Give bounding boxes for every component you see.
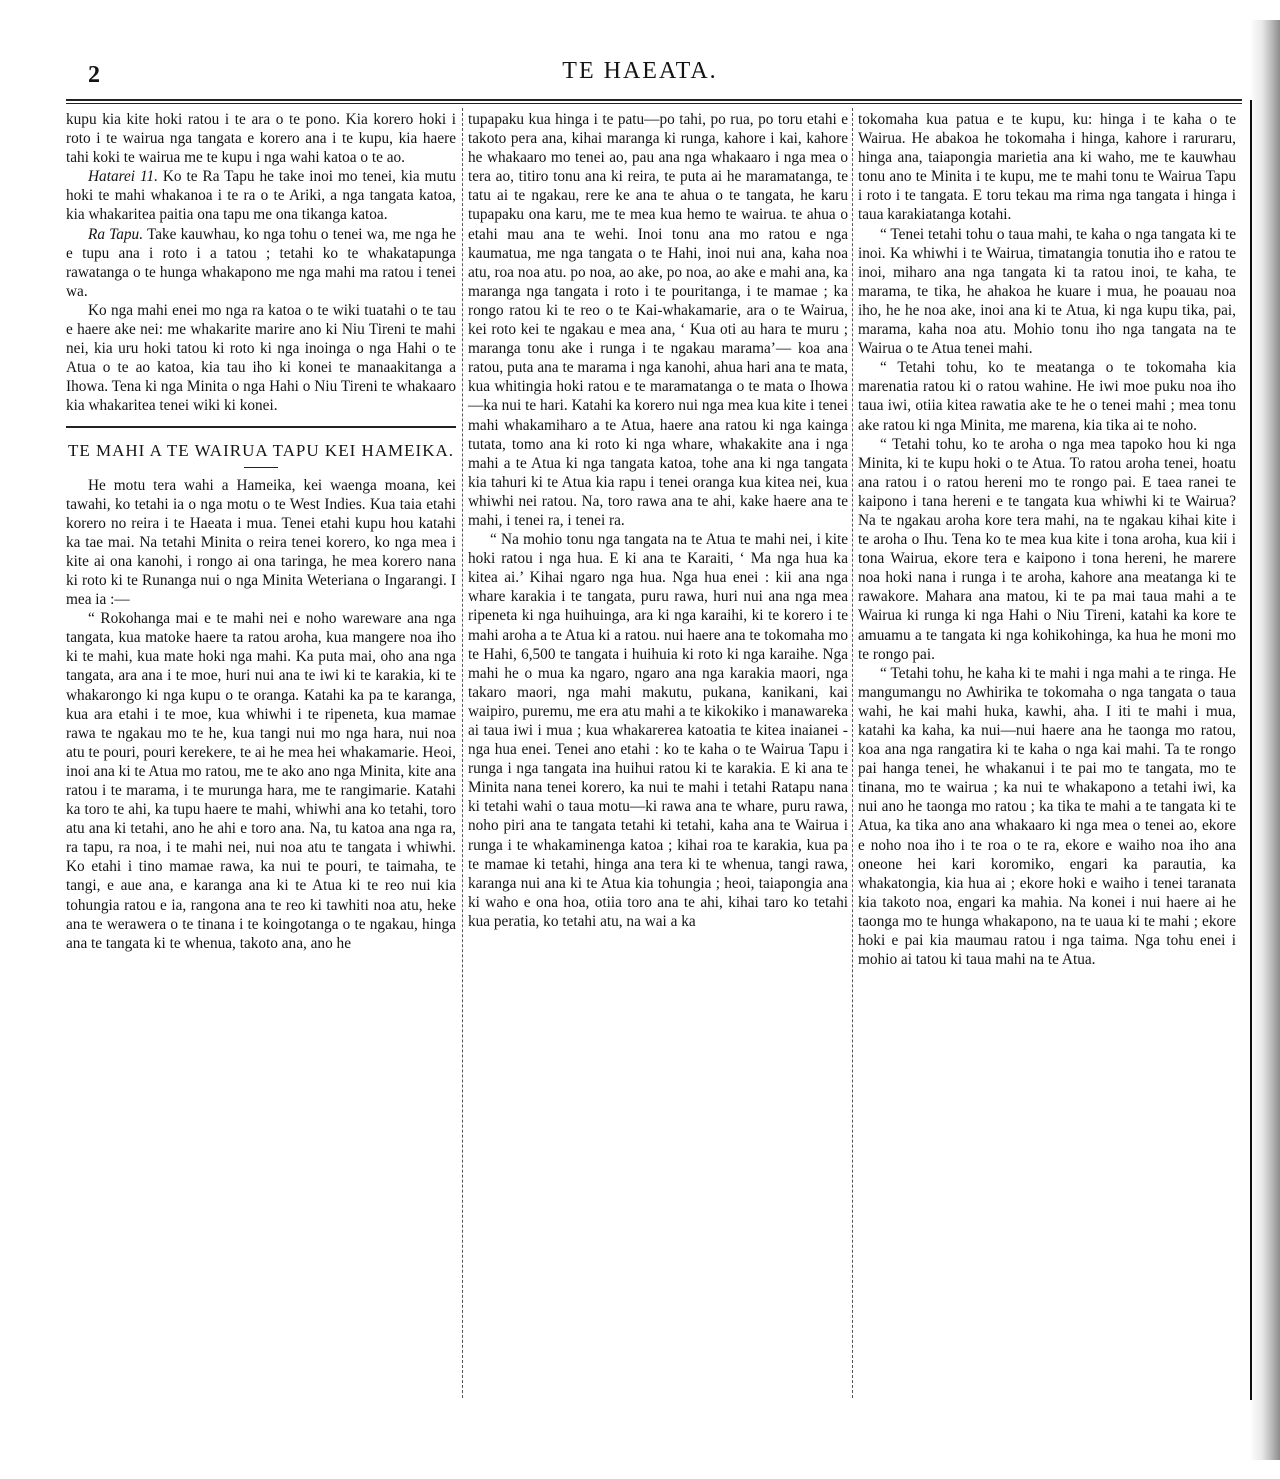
article-title: TE MAHI A TE WAIRUA TAPU KEI HAMEIKA. [67, 440, 455, 460]
right-edge-rule [1250, 100, 1252, 1400]
article-separator [66, 426, 456, 428]
paragraph-text: Take kauwhau, ko nga tohu o tenei wa, me nga he e tupu ana i roto i a tatou ; tetahi ko te whakatapunga rawatanga o te hunga whakapono me nga mahi ma ratou i tenei wa. [66, 225, 456, 300]
paragraph: He motu tera wahi a Hameika, kei waenga moana, kei tawahi, ko tetahi ia o nga motu o te West Indies. Kua taia etahi korero no reira i te Haeata i mua. Tenei etahi kupu hou katahi ka tae mai. Na tetahi Minita o reira tenei korero, ko nga mea i kite ai ona kanohi, i rongo ai ona taringa, he mea korero nana ki roto ki te Runanga nui o nga Minita Weteriana o Ingarangi. I mea ia :— [66, 476, 456, 609]
day-label: Hatarei 11. [88, 168, 158, 186]
column-2 [468, 110, 848, 931]
paragraph [66, 167, 456, 224]
column-divider-2 [852, 108, 853, 1398]
header-rule-thin [66, 103, 1242, 104]
paragraph: “ Tenei tetahi tohu o taua mahi, te kaha o nga tangata ki te inoi. Ka whiwhi i te Wairua, timatangia tonutia iho e ratou te inoi, miharo ana nga tangata ki ta ratou inoi, te kaha, te marama, te tika, he ahakoa he kuare i mua, he poauau noa iho, he he noa ake, inoi ana ki te Atua, ki nga kupu tika, pai, marama, kaha noa atu. Mohio tonu iho nga tangata na te Wairua o te Atua tenei mahi. [858, 225, 1236, 358]
paragraph: “ Na mohio tonu nga tangata na te Atua te mahi nei, i kite hoki ratou i nga hua. E ki ana te Karaiti, ‘ Ma nga hua ka kitea ai.’ Kihai ngaro nga hua. Nga hua enei : kii ana nga whare karakia i te tangata, puru rawa, huri nui ana nga mea ripeneta ki nga huihuinga, ara ki nga karaihi, ki te korero i te mahi aroha a te Atua ki a ratou. nui haere ana te tokomaha mo te Hahi, 6,500 te tangata i huihuia ki roto ki nga karaihe. Nga mahi he o mua ka ngaro, ngaro ana nga karakia maori, nga takaro maori, nga mahi makutu, pukana, kanikani, kai waipiro, puremu, me era atu mahi a te kikokiko i manawareka ai taua iwi i mua ; kua whakarerea katoatia te kitea inaianei - nga hua enei. Tenei ano etahi : ko te kaha o te Wairua Tapu i runga i nga tangata ina huihui ratou ki te karakia. E ki ana te Minita nana tenei korero, ka nui te mahi i tetahi Ratapu nana ki tetahi wahi o taua motu—ki rawa ana te whare, puru rawa, noho piri ana te tangata tetahi ki tetahi, kaha ana te Wairua i runga i te whakaminenga katoa ; kihai roa te karakia, kua pa te mamae ki tetahi, hinga ana tera ki te whenua, tangi rawa, karanga nui ana ki te Atua kia tohungia ; heoi, taiapongia ana ki waho e ona hoa, otiia toro ana te ahi, kihai taro ko tetahi kua peratia, ko tetahi atu, na wai a ka [468, 531, 848, 930]
paragraph: “ Tetahi tohu, ko te meatanga o te tokomaha kia marenatia ratou ki o ratou wahine. He iwi moe puku noa iho taua iwi, otiia kitea rawatia ake te he o tenei mahi ; mea tonu ake ratou ki nga Minita, me marena, kia tika ai te noho. [858, 359, 1236, 434]
page-title: TE HAEATA. [562, 58, 718, 84]
paragraph: “ Rokohanga mai e te mahi nei e noho wareware ana nga tangata, kua matoke haere ta ratou aroha, kua mangere noa iho ki te mahi, kua mate hoki nga mahi. Ka puta mai, oho ana nga tangata, ara ana i te moe, huri nui ana te iwi ki te karakia, ki te whakarongo ki nga kupu o te oranga. Katahi ka pa te karanga, kua ara etahi i te moe, kua whiwhi i te ripeneta, kua mamae rawa te ngakau mo te he, kua tangi nui mo nga hara, nui noa atu te pouri, pouri kerekere, te ai he mea hei whakamarie. Heoi, inoi ana ki te Atua mo ratou, me te ako ano nga Minita, kite ana ratou i te marama, i te murunga hara, me te rangimarie. Katahi ka toro te ahi, ka tupu haere te mahi, whiwhi ana ko tetahi, toro atu ana ki tetahi, ano he ahi e toro ana. Na, tu katoa ana nga ra, ra tapu, ra noa, i te mahi nei, nui noa atu te tangata i whiwhi. Ko etahi i tino mamae rawa, ka nui te pouri, te taimaha, te tangi, e aue ana, e karanga ana ki te Atua ki te reo nui kia tohungia ratou e ia, rangona ana te reo ki tawhiti noa atu, heke ana te werawera o te tinana i te koingotanga o te ngakau, hinga ana te tangata ki te whenua, takoto ana, ano he [66, 610, 456, 952]
column-1 [66, 110, 456, 953]
page-number: 2 [88, 62, 100, 88]
paragraph: tupapaku kua hinga i te patu—po tahi, po rua, po toru etahi e takoto pera ana, kihai maranga ki runga, kahore i kai, kahore he whakaaro mo tenei ao, pau ana nga whakaaro i nga mea o tera ao, titiro tonu ana ki reira, te puta ai he maramatanga, te tatu ai te ngakau, rere ke ana te ahua o te tangata, he karu tupapaku ona karu, me te mea kua hemo te wairua. te ahua o etahi mau ana te wehi. Inoi tonu ana mo ratou e nga kaumatua, me nga tangata o te Hahi, inoi nui ana, kaha noa atu, roa noa atu. po noa, ao ake, po noa, ao ake e mahi ana, ka maranga nga tangata i roto i te pouritanga, i te mamae ; ka rongo ratou ki te reo o te Kai-whakamarie, ara o te Wairua, kei roto kei te ngakau e mea ana, ‘ Kua oti au hara te muru ; maranga tonu ake i runga i te ngakau marama’— koa ana ratou, puta ana te marama i nga kanohi, ahua hari ana te mata, kua whitingia hoki ratou e te maramatanga o te mata o Ihowa—ka nui te hari. Katahi ka korero nui nga mea kua kite i tenei mahi whakamiharo a te Atua, haere ana ratou ki nga kainga tutata, tomo ana ki roto ki nga whare, whakakite ana i nga mahi a te Atua ki nga tangata katoa, tohe ana ki nga tangata kia tahuri ki te Atua kia rapu i tenei oranga kua kitea nei, kua whiwhi nei ratou. Na, toro rawa ana te ahi, kake haere ana te mahi, i tenei ra, i tenei ra. [468, 111, 848, 529]
paragraph: kupu kia kite hoki ratou i te ara o te pono. Kia korero hoki i roto i te wairua nga tangata e korero ana i te kupu, kia haere tahi koki te wairua me te kupu i nga wahi katoa o te ao. [66, 111, 456, 167]
paragraph: “ Tetahi tohu, he kaha ki te mahi i nga mahi a te ringa. He mangumangu no Awhirika te tokomaha o nga tangata o taua wahi, he kai mahi huka, kawhi, aha. I iti te mahi i mua, katahi ka kaha, ka nui—nui haere ana he taonga mo ratou, koa ana nga rangatira ki te kaha o nga kai mahi. Ta te rongo pai hanga tenei, he whakanui i te pai mo te tangata, mo te tinana, mo te wairua ; ka nui te whakapono a tetahi iwi, ka nui ano he taonga mo ratou ; ka tika te mahi a te tangata ki te Atua, ka tika ano ana whakaaro ki nga mea o tenei ao, ekore e noho noa iho i te roa o te ra, ekore e waiho noa iho ana oneone hei kari koromiko, engari ka parautia, ka whakatongia, kia hua ai ; ekore hoki e waiho i tenei taranata kia takoto noa, engari ka mahia. Na konei i nui haere ai he taonga mo te hunga whakapono, na te uaua ki te mahi ; ekore hoki e pai kia maumau ratou i nga taima. Nga tohu enei i mohio ai tatou ki taua mahi na te Atua. [858, 664, 1236, 969]
day-label: Ra Tapu. [88, 225, 144, 243]
right-page-edge [1250, 20, 1280, 1460]
paragraph: tokomaha kua patua e te kupu, ku: hinga i te kaha o te Wairua. He abakoa he tokomaha i hinga, kahore i raruraru, hinga ana, taiapongia marietia ana ki waho, me te kauwhau tonu ano te Minita i te kupu, me te mahi tonu te Wairua Tapu i roto i te tangata. E toru tekau ma rima nga tangata i hinga i taua karakiatanga kotahi. [858, 111, 1236, 224]
title-underline [244, 467, 278, 468]
paragraph-text: Ko te Ra Tapu he take inoi mo tenei, kia mutu hoki te mahi whakanoa i te ra o te Ariki, a nga tangata katoa, kia whakaritea paitia ona tapu me ona tikanga katoa. [66, 168, 456, 224]
column-divider-1 [462, 108, 463, 1398]
paragraph: “ Tetahi tohu, ko te aroha o nga mea tapoko hou ki nga Minita, ki te kupu hoki o te Atua. To ratou aroha tenei, hoatu ana ratou i o ratou hereni mo te rongo pai. E taea ranei te kaipono i tana hereni e te tangata kua whiwhi ki te Wairua? Na te ngakau aroha kore tera mahi, na te ngakau kihai kite i te aroha o Ihu. Tena ko te mea kua kite i tona aroha, kua kii i tona Wairua, ekore tera e kaipono i tona hereni, he marere noa hoki nana i runga i te aroha, kahore ana meatanga ki te rawakore. Mahara ana matou, ki te pa mai taua mahi a te Wairua ki runga ki nga Hahi o Niu Tireni, katahi ka kore te amuamu a te tangata ki nga kohikohinga, ka hua he moni mo te rongo pai. [858, 435, 1236, 663]
paragraph: Ko nga mahi enei mo nga ra katoa o te wiki tuatahi o te tau e haere ake nei: me whakarite marire ano ki Niu Tireni te mahi nei, kia uru hoki tatou ki roto ki nga inoinga o nga Hahi o te Atua o te ao katoa, kia tau iho ki konei te manaakitanga a Ihowa. Tena ki nga Minita o nga Hahi o Niu Tireni te whakaaro kia whakaritea tenei wiki ki konei. [66, 301, 456, 415]
paragraph [66, 225, 456, 301]
column-3 [858, 110, 1236, 969]
header-rule [66, 99, 1242, 101]
